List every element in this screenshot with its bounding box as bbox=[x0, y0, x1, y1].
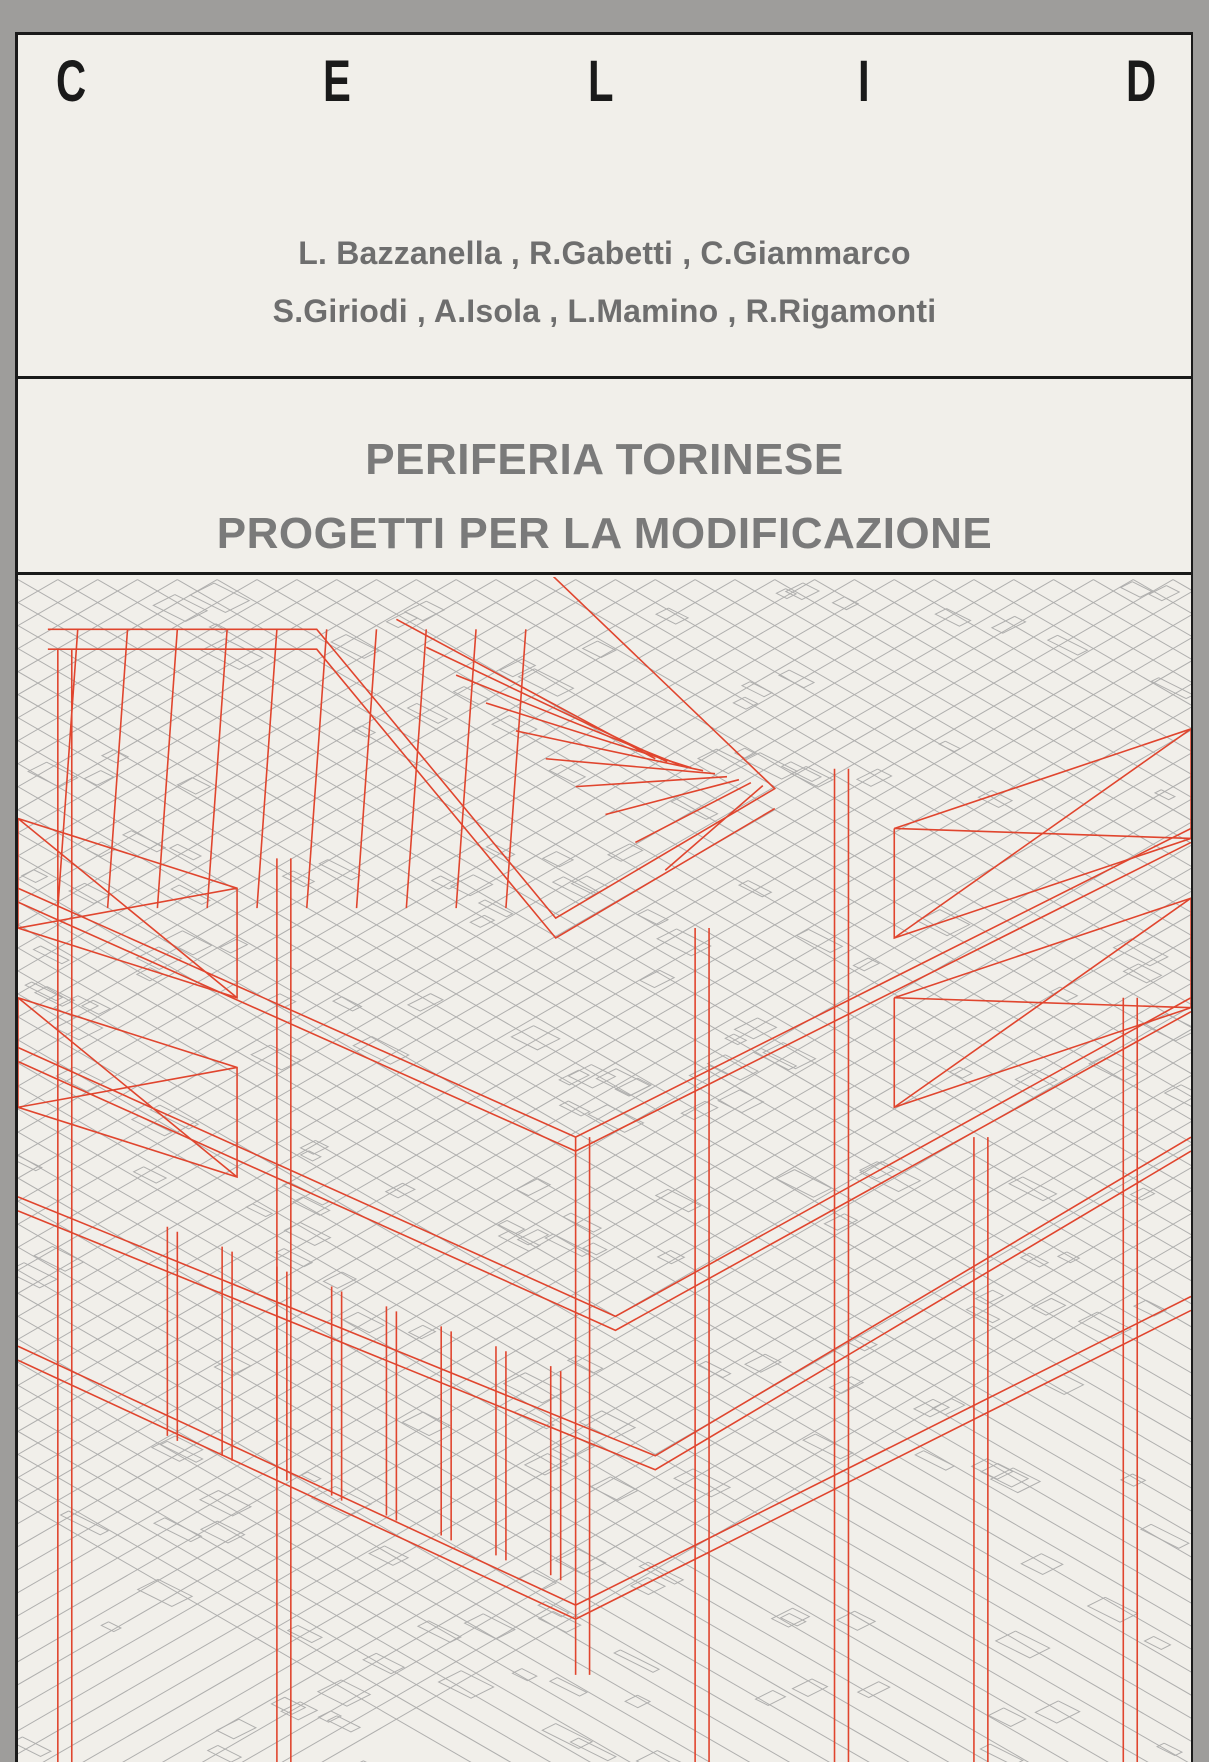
publisher-letter: E bbox=[323, 49, 351, 114]
authors-line-1: L. Bazzanella , R.Gabetti , C.Giammarco bbox=[298, 235, 911, 271]
city-map-background bbox=[18, 580, 1191, 1762]
title-line-2: PROGETTI PER LA MODIFICAZIONE bbox=[216, 509, 993, 558]
book-cover bbox=[15, 32, 1193, 1762]
red-structure-frame bbox=[18, 577, 1191, 1762]
publisher-name bbox=[18, 49, 1191, 143]
authors-line-2: S.Giriodi , A.Isola , L.Mamino , R.Rigamonti bbox=[272, 293, 937, 329]
divider bbox=[18, 376, 1191, 379]
publisher-letter: C bbox=[56, 49, 87, 114]
publisher-letter: I bbox=[858, 49, 870, 114]
title-line-1: PERIFERIA TORINESE bbox=[365, 435, 844, 484]
divider bbox=[18, 572, 1191, 575]
axonometric-drawing bbox=[18, 577, 1191, 1762]
publisher-letter: L bbox=[588, 49, 614, 114]
publisher-letter: D bbox=[1126, 49, 1157, 114]
